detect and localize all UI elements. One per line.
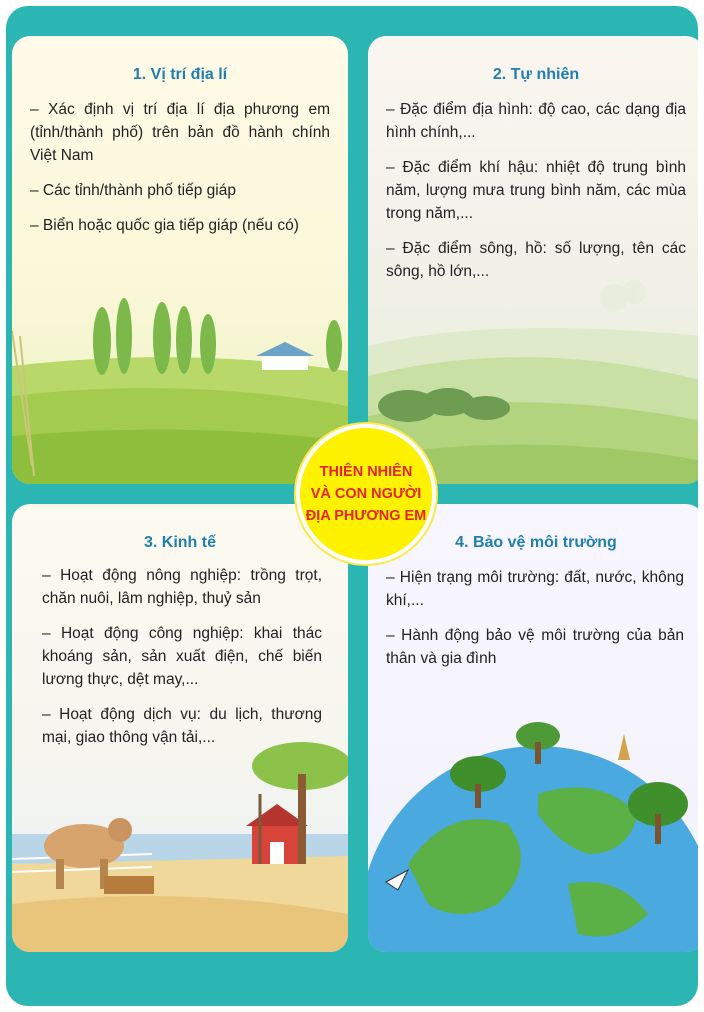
- center-line-2: VÀ CON NGƯỜI: [310, 486, 422, 502]
- list-item: – Đặc điểm sông, hồ: số lượng, tên các sông, hồ lớn,...: [386, 240, 686, 280]
- card-nature: [368, 36, 698, 484]
- card-environment: [368, 504, 698, 952]
- bullet-list: [386, 566, 684, 682]
- card-title: 3. Kinh tế: [143, 534, 216, 551]
- card-title: 4. Bảo vệ môi trường: [455, 534, 617, 551]
- list-item: – Xác định vị trí địa lí địa phương em (tỉnh/thành phố) trên bản đồ hành chính Việt Nam: [30, 101, 330, 164]
- page-frame: [6, 6, 698, 1006]
- center-badge: [296, 424, 436, 564]
- list-item: – Biển hoặc quốc gia tiếp giáp (nếu có): [30, 217, 299, 234]
- list-item: – Các tỉnh/thành phố tiếp giáp: [30, 182, 236, 199]
- bullet-list: [386, 98, 686, 295]
- list-item: – Đặc điểm địa hình: độ cao, các dạng địa hình chính,...: [386, 101, 686, 141]
- center-badge-text: [306, 461, 427, 527]
- list-item: – Hành động bảo vệ môi trường của bản thân và gia đình: [386, 627, 684, 667]
- card-title: 1. Vị trí địa lí: [132, 66, 228, 83]
- bullet-list: [42, 564, 322, 761]
- center-line-3: ĐỊA PHƯƠNG EM: [305, 508, 427, 524]
- list-item: – Hoạt động công nghiệp: khai thác khoáng sản, sản xuất điện, chế biến lương thực, dệt may,...: [42, 625, 322, 688]
- bullet-list: [30, 98, 330, 249]
- card-economy: [12, 504, 348, 952]
- center-line-1: THIÊN NHIÊN: [319, 464, 413, 480]
- list-item: – Hoạt động dịch vụ: du lịch, thương mại, giao thông vận tải,...: [42, 706, 322, 746]
- list-item: – Hoạt động nông nghiệp: trồng trọt, chăn nuôi, lâm nghiệp, thuỷ sản: [42, 567, 322, 607]
- card-title: 2. Tự nhiên: [492, 66, 580, 83]
- list-item: – Đặc điểm khí hậu: nhiệt độ trung bình năm, lượng mưa trung bình năm, các mùa trong năm,...: [386, 159, 686, 222]
- list-item: – Hiện trạng môi trường: đất, nước, không khí,...: [386, 569, 684, 609]
- card-location: [12, 36, 348, 484]
